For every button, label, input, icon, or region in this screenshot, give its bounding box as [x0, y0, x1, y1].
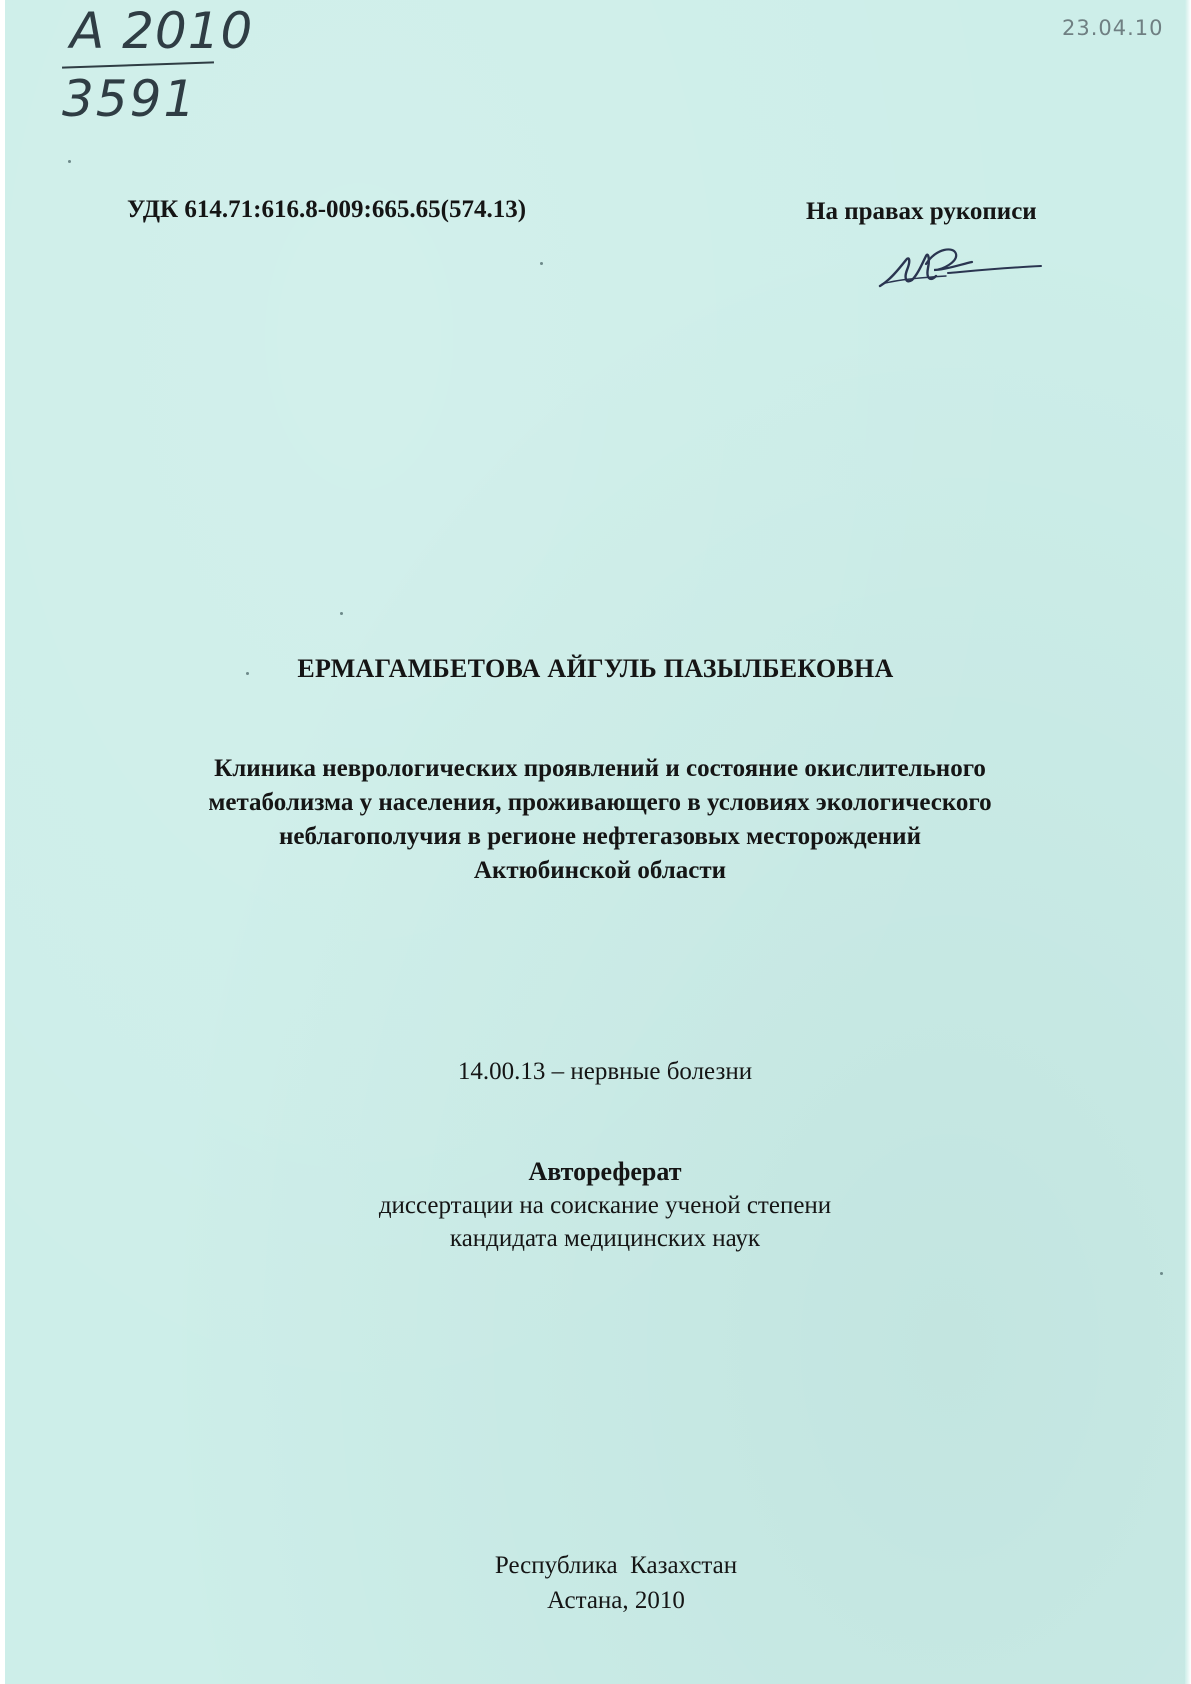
title-line: неблагополучия в регионе нефтегазовых месторождений — [279, 823, 921, 850]
handwritten-date: 23.04.10 — [1062, 16, 1164, 40]
degree-line-1: диссертации на соискание ученой степени — [378, 1192, 832, 1219]
degree-line-2: кандидата медицинских наук — [449, 1225, 761, 1252]
specialty-code: 14.00.13 – нервные болезни — [457, 1058, 753, 1085]
udk-code: УДК 614.71:616.8-009:665.65(574.13) — [127, 196, 527, 223]
catalog-number-top: А 2010 — [70, 2, 254, 60]
scan-edge — [1185, 0, 1191, 1684]
scan-speck — [68, 160, 71, 163]
author-name: ЕРМАГАМБЕТОВА АЙГУЛЬ ПАЗЫЛБЕКОВНА — [297, 654, 894, 683]
title-line: метаболизма у населения, проживающего в условиях экологического — [208, 789, 992, 816]
scan-speck — [540, 262, 543, 265]
manuscript-rights-note: На правах рукописи — [806, 198, 1037, 225]
title-line: Актюбинской области — [473, 857, 727, 884]
scan-speck — [246, 672, 249, 675]
publication-footer — [0, 1548, 1191, 1618]
city-year: Астана, 2010 — [547, 1587, 685, 1614]
abstract-heading: Автореферат — [528, 1157, 682, 1186]
title-line: Клиника неврологических проявлений и состояние окислительного — [214, 755, 986, 782]
scan-speck — [1160, 1272, 1163, 1275]
country: Республика Казахстан — [494, 1552, 738, 1579]
signature-icon — [876, 240, 1046, 300]
scan-speck — [340, 612, 343, 615]
catalog-number-bottom: 3591 — [62, 70, 198, 128]
dissertation-title — [100, 752, 1100, 888]
abstract-block — [0, 1155, 1191, 1255]
